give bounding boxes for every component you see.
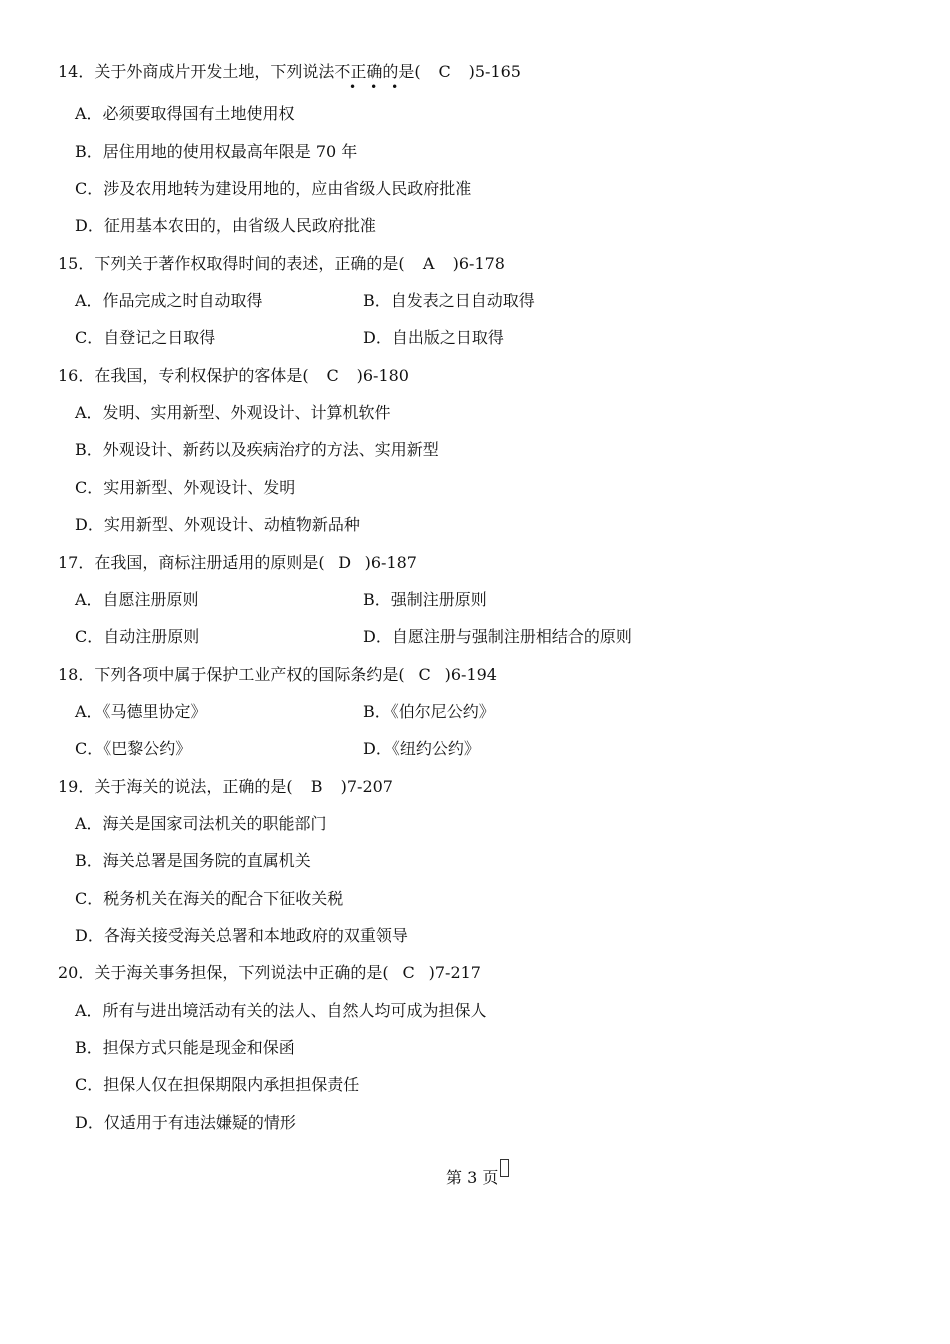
option-b: B．海关总署是国务院的直属机关 [75,851,311,870]
page-footer [446,1165,509,1188]
option-d: D．各海关接受海关总署和本地政府的双重领导 [75,926,408,945]
question-stem: 14．关于外商成片开发土地，下列说法不正确的是( [58,62,421,81]
question-stem: 19．关于海关的说法，正确的是( [58,777,293,796]
question-14 [58,62,521,82]
option-d: D．征用基本农田的，由省级人民政府批准 [75,216,376,235]
option-a: A．《马德里协定》 [75,702,207,721]
option-d: D．自愿注册与强制注册相结合的原则 [363,627,632,646]
question-16 [58,366,409,386]
page-ref: )6-187 [364,553,417,572]
option-b: B．担保方式只能是现金和保函 [75,1038,295,1057]
option-c: C．《巴黎公约》 [75,739,192,758]
option-d: D．自出版之日取得 [363,328,504,347]
page-ref: )6-178 [452,254,505,273]
question-stem: 18．下列各项中属于保护工业产权的国际条约是( [58,665,405,684]
question-15 [58,254,505,274]
placeholder-box-icon [500,1159,509,1177]
option-b: B．强制注册原则 [363,590,487,609]
answer: C [326,366,339,385]
question-18 [58,665,497,685]
option-d: D．实用新型、外观设计、动植物新品种 [75,515,360,534]
question-20 [58,963,481,983]
answer: A [422,254,435,273]
option-c: C．涉及农用地转为建设用地的，应由省级人民政府批准 [75,179,472,198]
question-19 [58,777,393,797]
answer: C [438,62,451,81]
option-d: D．仅适用于有违法嫌疑的情形 [75,1113,296,1132]
option-b: B．外观设计、新药以及疾病治疗的方法、实用新型 [75,440,439,459]
option-c: C．自登记之日取得 [75,328,216,347]
option-b: B．《伯尔尼公约》 [363,702,495,721]
emphasis-dots: ••• [349,80,413,94]
option-c: C．自动注册原则 [75,627,200,646]
answer: C [402,963,415,982]
page-ref: )5-165 [468,62,521,81]
option-a: A．作品完成之时自动取得 [75,291,263,310]
page-ref: )7-207 [340,777,393,796]
option-a: A．发明、实用新型、外观设计、计算机软件 [75,403,391,422]
question-stem: 17．在我国，商标注册适用的原则是( [58,553,325,572]
option-a: A．自愿注册原则 [75,590,199,609]
page-ref: )6-194 [444,665,497,684]
option-d: D．《纽约公约》 [363,739,480,758]
page-ref: )7-217 [428,963,481,982]
question-17 [58,553,417,573]
option-c: C．实用新型、外观设计、发明 [75,478,296,497]
question-stem: 15．下列关于著作权取得时间的表述，正确的是( [58,254,405,273]
option-c: C．税务机关在海关的配合下征收关税 [75,889,344,908]
answer: B [310,777,323,796]
option-a: A．所有与进出境活动有关的法人、自然人均可成为担保人 [75,1001,487,1020]
option-a: A．必须要取得国有土地使用权 [75,104,295,123]
question-stem: 20．关于海关事务担保，下列说法中正确的是( [58,963,389,982]
answer: D [338,553,352,572]
page-ref: )6-180 [356,366,409,385]
option-b: B．居住用地的使用权最高年限是 70 年 [75,142,358,161]
option-a: A．海关是国家司法机关的职能部门 [75,814,327,833]
option-c: C．担保人仅在担保期限内承担担保责任 [75,1075,360,1094]
answer: C [418,665,431,684]
option-b: B．自发表之日自动取得 [363,291,535,310]
question-stem: 16．在我国，专利权保护的客体是( [58,366,309,385]
page-number: 第 3 页 [446,1168,499,1187]
